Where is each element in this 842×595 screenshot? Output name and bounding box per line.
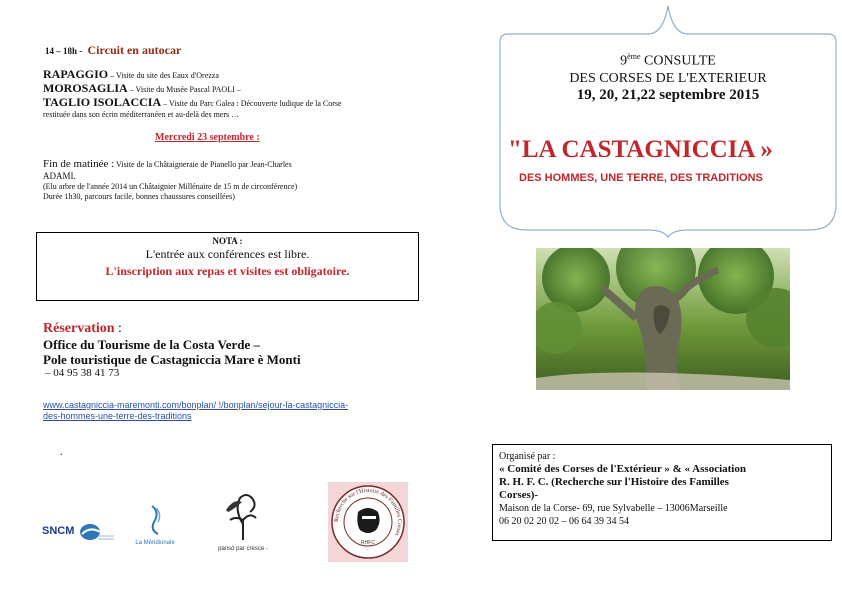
- meridionale-caption: La Méridionale: [135, 540, 175, 546]
- reservation-heading: Réservation: [43, 321, 115, 336]
- panso-caption: pansò par cresce -: [218, 546, 268, 552]
- office-line2: Pole touristique de Castagniccia Mare è Monti: [43, 352, 301, 367]
- place-desc: – Visite du site des Eaux d'Orezza: [108, 71, 219, 80]
- matinee-label: Fin de matinée :: [43, 158, 115, 170]
- main-subtitle: DES HOMMES, UNE TERRE, DES TRADITIONS: [519, 172, 763, 184]
- nota-box: [36, 232, 419, 301]
- organizer-intro: Organisé par :: [499, 451, 556, 462]
- matinee-line3: (Elu arbre de l'année 2014 un Châtaignier Millénaire de 15 m de circonférence): [43, 182, 298, 191]
- rhfc-abbr: RHFC: [361, 540, 375, 546]
- organizer-phones: 06 20 02 20 02 – 06 64 39 34 54: [499, 516, 629, 527]
- matinee-block: [43, 158, 423, 202]
- website-link[interactable]: [43, 400, 423, 422]
- circuit-title: Circuit en autocar: [87, 43, 182, 57]
- place-name: MOROSAGLIA: [43, 81, 128, 95]
- reservation-phone: – 04 95 38 41 73: [45, 367, 120, 379]
- rhfc-logo: [328, 482, 408, 562]
- chestnut-tree-photo: [536, 248, 790, 390]
- stray-dot: .: [60, 447, 63, 458]
- place-item: [43, 68, 423, 82]
- places-list: [43, 68, 423, 120]
- consulte-number: 9: [620, 53, 628, 69]
- place-desc: – Visite du Musée Pascal PAOLI –: [127, 85, 241, 94]
- reservation-colon: :: [114, 321, 122, 336]
- nota-line2: L'inscription aux repas et visites est obligatoire.: [105, 264, 350, 278]
- meridionale-emblem-icon: [132, 502, 178, 536]
- website-link-line1[interactable]: www.castagniccia-maremonti.com/bonplan/ !/bonplan/sejour-la-castagniccia-: [43, 400, 349, 410]
- nota-title: NOTA :: [212, 236, 243, 246]
- place-item: [43, 96, 423, 110]
- website-link-line2[interactable]: des-hommes-une-terre-des-traditions: [43, 411, 192, 421]
- organizer-box: [492, 444, 832, 541]
- organizer-address: Maison de la Corse- 69, rue Sylvabelle – 13006Marseille: [499, 503, 728, 514]
- panso-tree-icon: [216, 490, 270, 542]
- consulte-ordinal: ème: [627, 52, 641, 61]
- organizer-line2: R. H. F. C. (Recherche sur l'Histoire des Familles: [499, 476, 729, 488]
- organizer-line3: Corses)-: [499, 489, 539, 501]
- organizer-line1: « Comité des Corses de l'Extérieur » & « Association: [499, 463, 746, 475]
- circuit-time: 14 – 18h -: [45, 46, 83, 56]
- place-name: RAPAGGIO: [43, 67, 109, 81]
- rhfc-ring-text: Recherche sur l'Histoire des Familles Corses: [333, 487, 403, 537]
- consulte-label: CONSULTE: [640, 53, 716, 69]
- rhfc-seal-icon: [328, 482, 408, 562]
- sncm-logo-text: SNCM: [42, 525, 75, 537]
- office-line1: Office du Tourisme de la Costa Verde –: [43, 337, 261, 352]
- panso-logo: [216, 490, 270, 552]
- place-desc: – Visite du Parc Galea : Découverte ludique de la Corse: [161, 99, 342, 108]
- matinee-line4: Durée 1h30, parcours facile, bonnes chaussures conseillées): [43, 192, 235, 201]
- circuit-heading: [45, 43, 181, 58]
- event-heading: [500, 48, 836, 104]
- sncm-logo: [42, 522, 118, 542]
- place-name: TAGLIO ISOLACCIA: [43, 95, 162, 109]
- consulte-subheading: DES CORSES DE L'EXTERIEUR: [569, 70, 767, 86]
- matinee-text: Visite de la Châtaigneraie de Pianello par Jean-Charles: [114, 160, 292, 169]
- sncm-wave-icon: [76, 522, 116, 542]
- place-desc-continued: restituée dans son écrin méditerranéen et au-delà des mers …: [43, 110, 240, 119]
- reservation-block: [43, 321, 423, 379]
- place-item: [43, 82, 423, 96]
- main-title: "LA CASTAGNICCIA »: [508, 136, 773, 163]
- day-heading: Mercredi 23 septembre :: [155, 132, 260, 143]
- title-scroll-frame: [498, 4, 838, 238]
- matinee-line2: ADAMI.: [43, 171, 76, 181]
- event-dates: 19, 20, 21,22 septembre 2015: [576, 86, 760, 103]
- nota-line1: L'entrée aux conférences est libre.: [145, 247, 310, 261]
- meridionale-logo: [132, 502, 178, 546]
